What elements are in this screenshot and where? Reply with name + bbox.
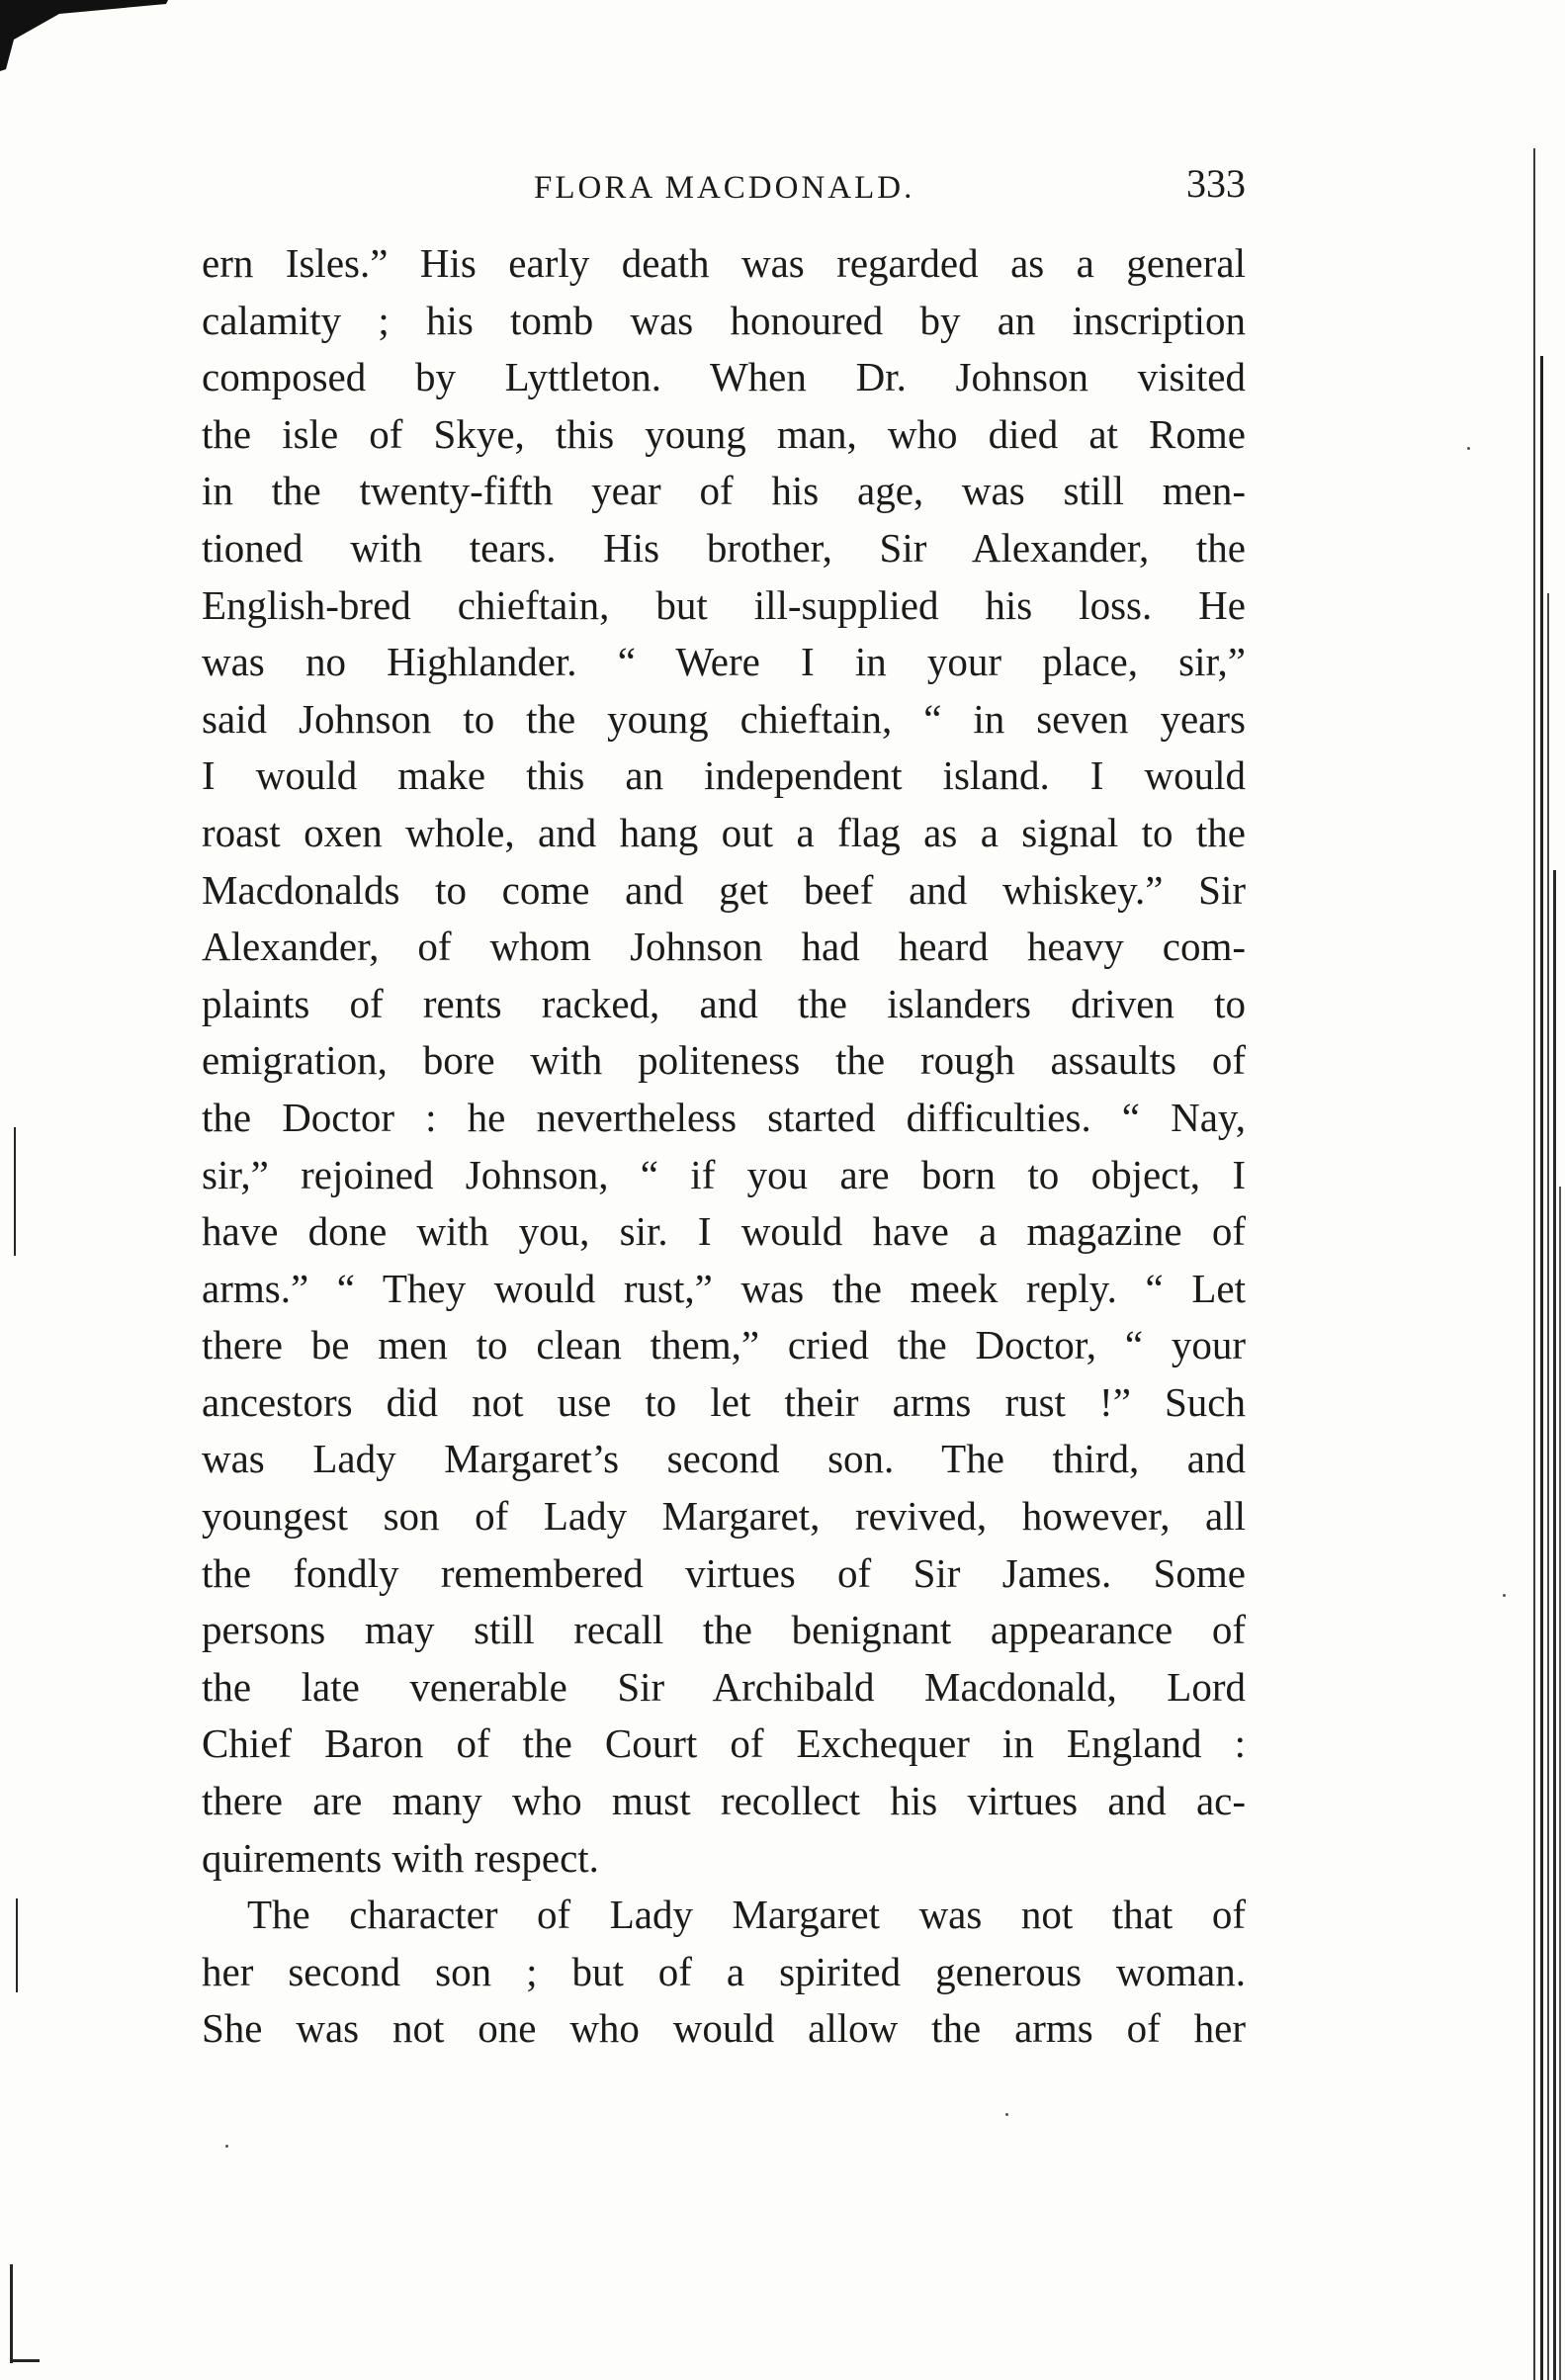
- text-line: the fondly remembered virtues of Sir James. Some: [202, 1549, 1246, 1596]
- text-line: roast oxen whole, and hang out a flag as a signal to the: [202, 809, 1246, 855]
- running-head: [198, 160, 1246, 216]
- text-line: persons may still recall the benignant appearance of: [202, 1607, 1246, 1653]
- page-corner-mark: [0, 0, 168, 79]
- page-edge-line: [1540, 356, 1543, 2380]
- left-corner-mark: [10, 2359, 40, 2362]
- body-text: [202, 235, 1246, 2058]
- text-line: She was not one who would allow the arms of her: [202, 2005, 1246, 2052]
- text-line: plaints of rents racked, and the islanders driven to: [202, 980, 1246, 1026]
- speck: [1467, 447, 1470, 450]
- text-line: in the twenty-fifth year of his age, was still men-: [202, 468, 1246, 514]
- paragraph: [202, 1887, 1246, 2058]
- page-edge-line: [1559, 1187, 1561, 2380]
- text-line: youngest son of Lady Margaret, revived, however, all: [202, 1493, 1246, 1540]
- left-margin-mark: [10, 2264, 13, 2363]
- text-line: said Johnson to the young chieftain, “ in seven years: [202, 695, 1246, 742]
- speck: [1005, 2113, 1008, 2116]
- paragraph: [202, 235, 1246, 1887]
- text-line: have done with you, sir. I would have a magazine of: [202, 1208, 1246, 1255]
- left-margin-mark: [16, 1898, 18, 1992]
- text-line: the late venerable Sir Archibald Macdonald, Lord: [202, 1663, 1246, 1710]
- text-line: emigration, bore with politeness the rough assaults of: [202, 1037, 1246, 1084]
- text-line: Chief Baron of the Court of Exchequer in England :: [202, 1720, 1246, 1767]
- text-line: there be men to clean them,” cried the Doctor, “ your: [202, 1322, 1246, 1368]
- text-line: the Doctor : he nevertheless started difficulties. “ Nay,: [202, 1094, 1246, 1140]
- speck: [225, 2145, 228, 2148]
- text-line: Macdonalds to come and get beef and whiskey.” Sir: [202, 866, 1246, 913]
- text-line: sir,” rejoined Johnson, “ if you are born to object, I: [202, 1151, 1246, 1197]
- text-line: I would make this an independent island. I would: [202, 752, 1246, 799]
- page-edge-line: [1547, 593, 1549, 2380]
- text-line: there are many who must recollect his virtues and ac-: [202, 1778, 1246, 1824]
- text-line: was no Highlander. “ Were I in your place, sir,”: [202, 639, 1246, 685]
- text-line: tioned with tears. His brother, Sir Alexander, the: [202, 524, 1246, 571]
- running-title: FLORA MACDONALD.: [534, 170, 915, 206]
- text-line: ern Isles.” His early death was regarded as a general: [202, 240, 1246, 286]
- text-line: English-bred chieftain, but ill-supplied his loss. He: [202, 581, 1246, 628]
- text-line: ancestors did not use to let their arms rust !” Such: [202, 1378, 1246, 1425]
- text-line: arms.” “ They would rust,” was the meek reply. “ Let: [202, 1265, 1246, 1311]
- speck: [1503, 1594, 1506, 1597]
- text-line: Alexander, of whom Johnson had heard heavy com-: [202, 924, 1246, 970]
- page-edge-line: [1533, 148, 1535, 2380]
- text-line: quirements with respect.: [202, 1834, 599, 1881]
- text-line: her second son ; but of a spirited generous woman.: [202, 1948, 1246, 1994]
- text-line: The character of Lady Margaret was not that of: [247, 1892, 1246, 1938]
- text-line: the isle of Skye, this young man, who died at Rome: [202, 410, 1246, 457]
- text-line: composed by Lyttleton. When Dr. Johnson visited: [202, 354, 1246, 400]
- page-number: 333: [1186, 161, 1246, 206]
- text-line: calamity ; his tomb was honoured by an inscription: [202, 297, 1246, 343]
- text-line: was Lady Margaret’s second son. The third, and: [202, 1436, 1246, 1482]
- page-edge-line: [1553, 870, 1556, 2380]
- left-margin-mark: [14, 1127, 16, 1256]
